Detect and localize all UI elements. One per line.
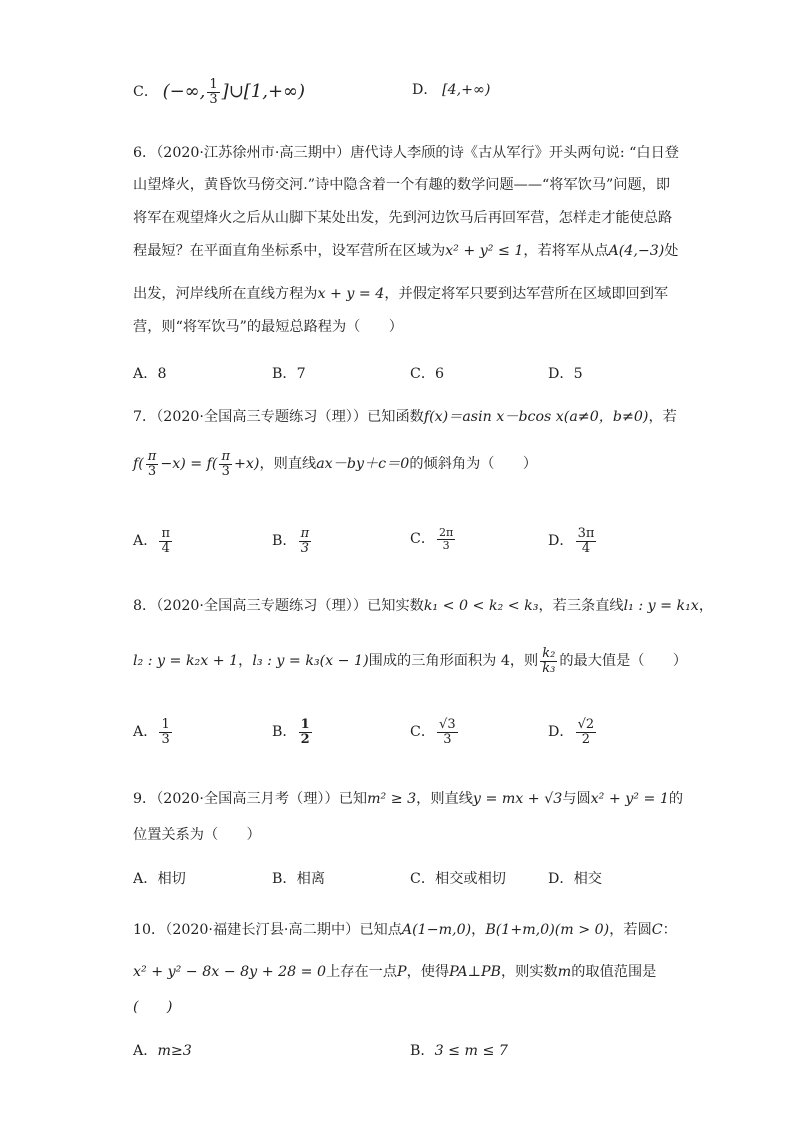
option-math-right: ]∪[1,+∞): [221, 81, 306, 103]
option-label: D．: [548, 871, 574, 887]
text: ，若: [648, 409, 677, 425]
option-label: A．: [133, 533, 158, 550]
text: ，: [471, 922, 486, 938]
option-label: A．: [133, 724, 158, 741]
denominator: 4: [161, 540, 170, 556]
fraction: [159, 527, 172, 555]
numerator: π: [300, 526, 310, 541]
q9-option-a: [133, 869, 186, 889]
option-label: C．: [410, 366, 436, 382]
math: f(x)＝asin x－bcos x(a≠0，b≠0): [423, 409, 649, 425]
q8-option-a: [133, 718, 174, 746]
q6-line4: [133, 241, 679, 261]
fraction: [159, 718, 171, 746]
denominator: 3: [161, 731, 170, 747]
option-label: D．: [548, 724, 574, 741]
q8-option-c: [410, 718, 460, 746]
denominator: 2: [581, 731, 590, 747]
denominator: 3: [147, 463, 157, 479]
numerator: 2π: [439, 526, 454, 539]
math: −x) = f(: [160, 456, 218, 473]
denominator: k₃: [542, 660, 556, 676]
q10-option-b: [410, 1041, 508, 1061]
q6-option-b: [272, 364, 306, 384]
text: ，并假定将军只要到达军营所在区域即回到军: [384, 286, 669, 302]
q6-option-a: [133, 364, 166, 384]
math: x² + y² = 1: [590, 791, 669, 807]
math: m: [557, 964, 572, 980]
text: 的最大值是（ ）: [559, 653, 688, 670]
q6-option-c: [410, 364, 444, 384]
option-label: B．: [410, 1043, 435, 1059]
numerator: √2: [577, 717, 595, 732]
fraction: [437, 718, 458, 746]
q10-line2: [133, 962, 656, 982]
denominator: 2: [300, 731, 310, 747]
text: ，: [238, 653, 253, 670]
fraction: [576, 718, 597, 746]
text: 上存在一点: [326, 964, 398, 980]
q8-option-b: [272, 718, 314, 746]
q10-option-a: [133, 1041, 192, 1061]
option-value: 6: [435, 366, 445, 382]
math: B(1+m,0)(m > 0): [485, 922, 610, 938]
math: f(: [133, 456, 144, 473]
q8-option-d: [548, 718, 598, 746]
math: l₂ : y = k₂x + 1: [133, 653, 239, 670]
math: l₃ : y = k₃(x − 1): [252, 653, 369, 670]
option-value: 相交: [573, 871, 602, 887]
math: A(4,−3): [608, 243, 665, 259]
denominator: 3: [221, 463, 230, 479]
text: ，: [698, 598, 714, 614]
q7-option-d: [548, 527, 598, 555]
numerator: π: [221, 449, 231, 464]
denominator: 3: [300, 540, 310, 556]
math: PA⊥PB: [449, 964, 501, 980]
option-label: D．: [548, 366, 574, 382]
q10-line1: [133, 920, 677, 940]
q9-option-c: [410, 869, 506, 889]
q8-line1: [133, 596, 713, 616]
text: 7．（2020·全国高三专题练习（理））已知函数: [133, 409, 424, 425]
text: 处: [664, 243, 679, 259]
option-label: A．: [133, 871, 158, 887]
q6-line5: [133, 284, 668, 304]
option-value: [4,+∞): [442, 82, 491, 98]
text: ：: [662, 922, 677, 938]
option-label: A．: [133, 366, 158, 382]
option-label: B．: [272, 533, 297, 550]
text: 的倾斜角为（ ）: [409, 456, 538, 473]
option-value: m≥3: [157, 1043, 192, 1059]
text: ，若将军从点: [523, 243, 609, 259]
option-value: 相离: [296, 871, 326, 887]
option-value: 相交或相切: [435, 871, 506, 887]
numerator: π: [161, 526, 170, 541]
q6-line6: 营，则“将军饮马”的最短总路程为（ ）: [133, 319, 403, 335]
fraction: [576, 527, 597, 555]
text: 的取值范围是: [571, 964, 657, 980]
text: 10．（2020·福建长汀县·高二期中）已知点: [133, 922, 402, 938]
numerator: π: [147, 449, 157, 464]
math: k₁ < 0 < k₂ < k₃: [423, 598, 539, 614]
fraction: [146, 450, 159, 478]
fraction: [299, 527, 312, 555]
fraction: [540, 647, 557, 675]
fraction: [207, 78, 219, 106]
option-value: 7: [296, 366, 306, 382]
q9-option-b: [272, 869, 325, 889]
numerator: 1: [209, 77, 218, 92]
math: x² + y² − 8x − 8y + 28 = 0: [133, 964, 327, 980]
math: x² + y² ≤ 1: [445, 243, 524, 259]
text: 围成的三角形面积为 4，则: [368, 653, 539, 670]
option-label: C．: [133, 84, 159, 101]
numerator: 1: [161, 717, 170, 732]
option-label: B．: [272, 724, 297, 741]
text: ，使得: [406, 964, 450, 980]
option-value: 相切: [157, 871, 186, 887]
fraction: [299, 718, 312, 746]
option-c: [133, 78, 305, 106]
numerator: 1: [300, 717, 310, 732]
q9-line2: 位置关系为（ ）: [133, 827, 261, 843]
text: ，则直线: [259, 456, 317, 473]
text: ，若三条直线: [538, 598, 624, 614]
option-label: D．: [412, 82, 438, 98]
text: 8．（2020·全国高三专题练习（理））已知实数: [133, 598, 424, 614]
q7-option-a: [133, 527, 174, 555]
denominator: 3: [209, 91, 218, 107]
numerator: k₂: [542, 646, 556, 661]
option-label: A．: [133, 1043, 158, 1059]
text: ，则实数: [500, 964, 558, 980]
q8-line2: [133, 647, 687, 675]
q6-line3: 将军在观望烽火之后从山脚下某处出发，先到河边饮马后再回军营，怎样走才能使总路: [133, 210, 673, 226]
numerator: √3: [439, 717, 456, 732]
q7-option-c: [410, 527, 457, 551]
numerator: 3π: [577, 526, 595, 541]
fraction: [437, 527, 455, 551]
q7-line2: [133, 450, 537, 478]
q7-option-b: [272, 527, 313, 555]
text: ，则直线: [416, 791, 473, 807]
option-label: C．: [410, 871, 436, 887]
text: 程最短？在平面直角坐标系中，设军营所在区域为: [133, 243, 446, 259]
math: y = mx + √3: [472, 791, 563, 807]
option-label: D．: [548, 533, 574, 550]
math: A(1−m,0): [401, 922, 472, 938]
math: l₁ : y = k₁x: [623, 598, 699, 614]
text: 9．（2020·全国高三月考（理））已知: [133, 791, 368, 807]
math: x + y = 4: [317, 286, 385, 302]
denominator: 4: [581, 540, 591, 556]
q6-line2: 山望烽火，黄昏饮马傍交河.”诗中隐含着一个有趣的数学问题——“将军饮马”问题，即: [133, 177, 671, 193]
q6-option-d: [548, 364, 583, 384]
option-value: 8: [157, 366, 167, 382]
math: P: [397, 964, 407, 980]
text: 出发，河岸线所在直线方程为: [133, 286, 318, 302]
option-label: B．: [272, 366, 297, 382]
q9-option-d: [548, 869, 602, 889]
denominator: 3: [443, 731, 452, 747]
option-label: C．: [410, 724, 436, 741]
option-math: (−∞,: [162, 81, 206, 103]
text: 与圆: [562, 791, 591, 807]
text: 的: [668, 791, 684, 807]
q10-line3: ( ): [133, 999, 173, 1015]
denominator: 3: [442, 538, 450, 552]
option-d: [412, 80, 490, 100]
q6-line1: 6．（2020·江苏徐州市·高三期中）唐代诗人李颀的诗《古从军行》开头两句说: “白日登: [133, 145, 679, 161]
q9-line1: [133, 789, 683, 809]
option-label: C．: [410, 531, 436, 548]
option-value: 3 ≤ m ≤ 7: [434, 1043, 508, 1059]
q7-line1: [133, 407, 677, 427]
math: +x): [234, 456, 260, 473]
math: ax－by＋c＝0: [316, 456, 410, 473]
option-label: B．: [272, 871, 297, 887]
math: C: [651, 922, 663, 938]
math: m² ≥ 3: [367, 791, 417, 807]
fraction: [219, 450, 232, 478]
text: ，若圆: [609, 922, 652, 938]
option-value: 5: [573, 366, 583, 382]
